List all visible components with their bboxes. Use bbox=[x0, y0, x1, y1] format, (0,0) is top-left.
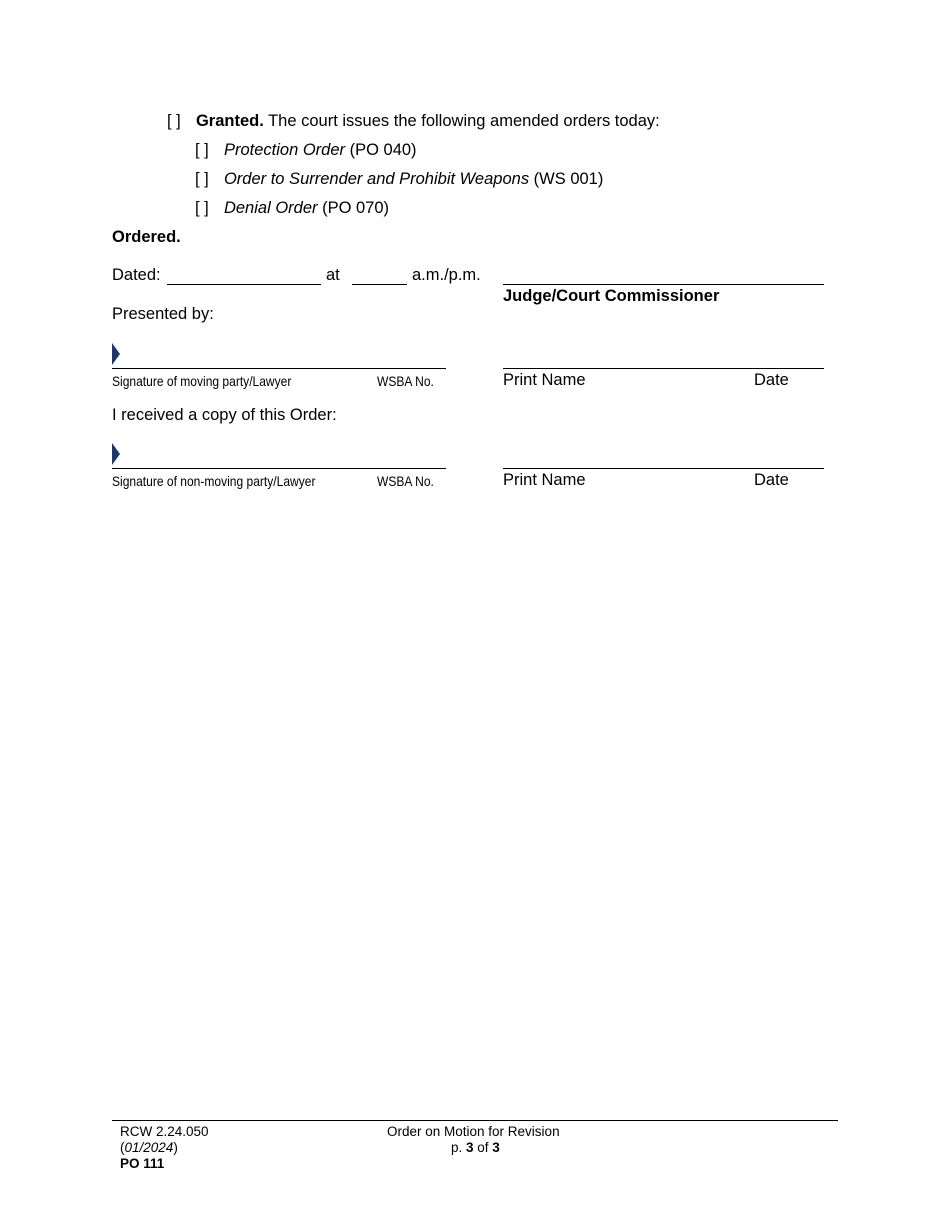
order-item-protection bbox=[195, 141, 417, 160]
footer-page-prefix: p. bbox=[451, 1140, 467, 1155]
footer-page-current: 3 bbox=[466, 1140, 474, 1155]
order-code: (PO 040) bbox=[345, 141, 417, 159]
non-moving-print-name-line[interactable] bbox=[503, 468, 824, 469]
signature-arrow-icon bbox=[112, 443, 120, 465]
order-code: (PO 070) bbox=[317, 199, 390, 217]
signature-arrow-icon bbox=[112, 343, 120, 365]
moving-signature-line[interactable] bbox=[112, 368, 446, 369]
footer-page-total: 3 bbox=[492, 1140, 500, 1155]
dated-at-label: at bbox=[326, 266, 340, 284]
order-checkbox[interactable]: [ ] bbox=[195, 170, 209, 188]
granted-label: Granted. bbox=[195, 112, 264, 130]
order-item-weapons bbox=[195, 170, 603, 189]
order-title: Order to Surrender and Prohibit Weapons bbox=[223, 170, 530, 188]
order-item-denial bbox=[195, 199, 389, 218]
dated-label: Dated: bbox=[112, 266, 161, 284]
footer-form-code: PO 111 bbox=[120, 1156, 165, 1171]
judge-label: Judge/Court Commissioner bbox=[503, 287, 720, 305]
moving-wsba-label: WSBA No. bbox=[377, 373, 434, 389]
dated-ampm-label: a.m./p.m. bbox=[412, 266, 481, 284]
order-title: Protection Order bbox=[223, 141, 346, 159]
moving-print-name-label: Print Name bbox=[503, 371, 586, 389]
granted-text: The court issues the following amended orders today: bbox=[263, 112, 660, 130]
footer-version-date: 01/2024 bbox=[124, 1140, 174, 1155]
moving-print-name-line[interactable] bbox=[503, 368, 824, 369]
dated-time-field[interactable] bbox=[352, 284, 407, 285]
judge-signature-line[interactable] bbox=[503, 284, 824, 285]
order-checkbox[interactable]: [ ] bbox=[195, 199, 209, 217]
granted-row bbox=[167, 112, 660, 131]
non-moving-signature-line[interactable] bbox=[112, 468, 446, 469]
non-moving-wsba-label: WSBA No. bbox=[377, 473, 434, 489]
footer-page-of: of bbox=[473, 1140, 493, 1155]
presented-by-label: Presented by: bbox=[112, 305, 214, 323]
footer-version bbox=[120, 1140, 178, 1155]
moving-signature-label: Signature of moving party/Lawyer bbox=[112, 373, 292, 389]
ordered-heading: Ordered. bbox=[112, 228, 181, 246]
order-checkbox[interactable]: [ ] bbox=[195, 141, 209, 159]
received-copy-label: I received a copy of this Order: bbox=[112, 406, 337, 424]
dated-date-field[interactable] bbox=[167, 284, 321, 285]
moving-date-label: Date bbox=[754, 371, 789, 389]
non-moving-print-name-label: Print Name bbox=[503, 471, 586, 489]
non-moving-signature-label: Signature of non-moving party/Lawyer bbox=[112, 473, 316, 489]
granted-checkbox[interactable]: [ ] bbox=[167, 112, 181, 130]
non-moving-date-label: Date bbox=[754, 471, 789, 489]
footer-title: Order on Motion for Revision bbox=[387, 1124, 560, 1139]
footer-version-open: ( bbox=[120, 1140, 125, 1155]
order-title: Denial Order bbox=[223, 199, 318, 217]
footer-page-number bbox=[451, 1140, 500, 1155]
footer-version-close: ) bbox=[173, 1140, 178, 1155]
footer-rcw: RCW 2.24.050 bbox=[120, 1124, 209, 1139]
order-code: (WS 001) bbox=[529, 170, 604, 188]
footer-divider bbox=[112, 1120, 838, 1121]
